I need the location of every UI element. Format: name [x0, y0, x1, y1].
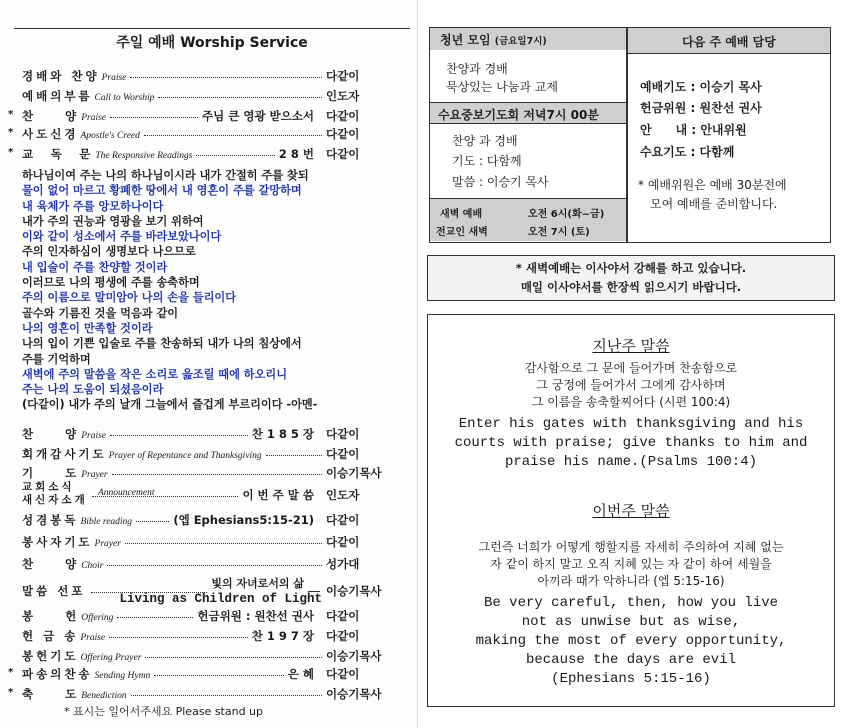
service-item [8, 108, 412, 126]
youth-header [430, 28, 626, 50]
service-item-label [22, 512, 132, 528]
last-week-english [428, 415, 834, 472]
dotted-leader [92, 496, 239, 497]
service-item-detail: 2 8 번 [278, 147, 314, 161]
duty-note: 모여 예배를 준비합니다. [650, 197, 778, 211]
service-item-english: Offering [81, 613, 114, 623]
verse-line: 그런즉 너희가 어떻게 행할지를 자세히 주의하여 지혜 없는 [478, 540, 784, 554]
service-item-label [22, 88, 154, 104]
service-item-leader: 다같이 [326, 447, 360, 461]
service-item-leader: 다같이 [326, 147, 360, 161]
service-item-detail: 주님 큰 영광 받으소서 [202, 109, 314, 123]
service-item-english: Offering Prayer [80, 653, 142, 663]
service-item [8, 686, 412, 704]
verse-line: 그 궁정에 들어가서 그에게 감사하며 [536, 378, 726, 392]
service-item-english: Praise [81, 113, 107, 123]
this-week-korean [428, 539, 834, 590]
notice-line: * 새벽예배는 이사야서 강해를 하고 있습니다. [515, 261, 747, 275]
reading-line: 새벽에 주의 말씀을 작은 소리로 읊조릴 때에 하오리니 [22, 367, 288, 381]
next-week-title: 다음 주 예배 담당 [628, 28, 830, 54]
service-item-leader: 다같이 [326, 427, 360, 441]
service-item [8, 512, 412, 530]
service-item-leader: 다같이 [326, 609, 360, 623]
service-item-detail: 찬 1 8 5 장 [251, 427, 314, 441]
stand-up-note: * 표시는 일어서주세요 Please stand up [64, 705, 264, 718]
service-item-korean: 봉 헌 [22, 609, 80, 623]
dotted-leader [117, 617, 193, 618]
service-item [8, 628, 412, 646]
dotted-leader [112, 474, 322, 475]
verse-line: not as unwise but as wise, [521, 614, 741, 630]
service-item-detail: 헌금위원 : 원찬선 권사 [197, 609, 314, 623]
stand-marker: * [8, 667, 14, 678]
worship-title: 주일 예배 Worship Service [14, 28, 410, 50]
responsive-reading [22, 168, 402, 413]
service-item-korean: 경배와 찬양 [22, 69, 100, 83]
reading-line: 주는 나의 도움이 되셨음이라 [22, 383, 164, 397]
dotted-leader [109, 637, 248, 638]
service-item-label [22, 146, 192, 162]
service-item-english: Praise [80, 633, 106, 643]
service-item-detail: 찬 1 9 7 장 [251, 629, 314, 643]
dash-leader [308, 591, 320, 592]
verse-line: 자 같이 하지 말고 오직 지혜 있는 자 같이 하여 세월을 [490, 557, 772, 571]
stand-marker: * [8, 127, 14, 138]
last-week-korean [428, 360, 834, 411]
service-item [8, 446, 412, 464]
service-item-leader: 인도자 [326, 89, 360, 103]
service-item-leader: 다같이 [326, 109, 360, 123]
dotted-leader [158, 97, 322, 98]
verse-line: (Ephesians 5:15-16) [551, 671, 711, 687]
service-item-korean: 축 도 [22, 687, 80, 701]
reading-line: 이러므로 나의 평생에 주를 송축하며 [22, 276, 200, 290]
wednesday-line: 말씀 : 이승기 목사 [452, 175, 549, 189]
dawn-label: 새벽 예배 [440, 209, 483, 220]
service-item-label [22, 108, 106, 124]
wednesday-line: 찬양 과 경배 [452, 134, 518, 148]
dawn-notice [427, 255, 835, 301]
youth-line: 묵상있는 나눔과 교제 [446, 80, 558, 94]
dawn-time: 오전 6시(화~금) [528, 209, 605, 220]
right-page [419, 0, 844, 728]
last-week-title: 지난주 말씀 [592, 337, 670, 355]
duty-note: * 예배위원은 예배 30분전에 [638, 178, 787, 192]
dawn-time: 오전 7시 (토) [528, 227, 590, 238]
service-item-korean: 파송의찬송 [22, 667, 93, 681]
wednesday-line: 기도 : 다함께 [452, 154, 522, 168]
dawn-label: 전교인 새벽 [436, 227, 488, 238]
service-item [8, 534, 412, 552]
left-page [0, 0, 418, 728]
reading-line: 내 입술이 주를 찬양할 것이라 [22, 260, 168, 274]
service-item [8, 608, 412, 626]
reading-line: 주를 기억하며 [22, 352, 91, 366]
service-item-label [22, 465, 108, 481]
service-item-label [22, 628, 105, 644]
sermon-title-english: Living as Children of Light [119, 592, 322, 606]
dotted-leader [91, 592, 207, 593]
service-item-english: Praise [81, 431, 107, 441]
service-item-korean: 기 도 [22, 466, 80, 480]
service-item-korean: 회개감사기도 [22, 447, 107, 461]
stand-marker: * [8, 687, 14, 698]
dotted-leader [131, 695, 322, 696]
youth-meeting-box [429, 27, 627, 243]
service-item-leader: 다같이 [326, 667, 360, 681]
dotted-leader [154, 675, 284, 676]
service-item-label [22, 126, 140, 142]
service-item-leader: 성가대 [326, 557, 360, 571]
youth-title-sub: (금요일7시) [494, 36, 547, 47]
reading-line: 하나님이여 주는 나의 하나님이시라 내가 간절히 주를 찾되 [22, 169, 309, 182]
stand-marker: * [8, 109, 14, 120]
service-item-korean: 새신자소개 [22, 494, 88, 506]
verse-line: Enter his gates with thanksgiving and his [458, 416, 804, 432]
service-item [8, 426, 412, 444]
service-item-label [22, 686, 127, 702]
verse-line: Be very careful, then, how you live [483, 595, 779, 611]
service-item-leader: 이승기목사 [326, 584, 382, 598]
service-item-korean: 말씀 선포 [22, 584, 86, 598]
service-item [8, 481, 412, 506]
duty-line: 헌금위원 : 원찬선 권사 [640, 101, 762, 115]
service-item [8, 666, 412, 684]
service-item [8, 146, 412, 164]
service-item-korean: 사도신경 [22, 127, 79, 141]
youth-title: 청년 모임 [440, 33, 491, 47]
notice-line: 매일 이사야서를 한장씩 읽으시기 바랍니다. [520, 280, 742, 294]
verse-line: courts with praise; give thanks to him and [454, 435, 808, 451]
service-item-english: The Responsive Readings [95, 151, 193, 161]
verse-line: making the most of every opportunity, [475, 633, 787, 649]
reading-line: 주의 이름으로 말미암아 나의 손을 들리이다 [22, 291, 237, 305]
service-item-leader: 다같이 [326, 513, 360, 527]
verse-line: praise his name.(Psalms 100:4) [504, 454, 758, 470]
service-item-label [22, 583, 87, 599]
service-item-detail: 빛의 자녀로서의 삶 [211, 577, 304, 590]
service-item-label [22, 534, 121, 550]
service-item-korean: 헌 금 송 [22, 629, 79, 643]
service-item-korean: 교 독 문 [22, 147, 94, 161]
dotted-leader [125, 543, 322, 544]
service-item [8, 556, 412, 574]
service-item-korean: 예배의부름 [22, 89, 93, 103]
service-item-korean: 찬 양 [22, 557, 80, 571]
reading-line: 물이 없어 마르고 황폐한 땅에서 내 영혼이 주를 갈망하며 [22, 184, 302, 198]
service-item-english: Benediction [81, 691, 127, 701]
service-item-detail: 은 혜 [287, 667, 314, 681]
reading-line: 주의 인자하심이 생명보다 나으므로 [22, 245, 196, 259]
service-item-english: Choir [81, 561, 104, 571]
service-item-label [22, 666, 150, 682]
service-item-english: Bible reading [80, 517, 133, 527]
service-item-korean: 성경봉독 [22, 513, 79, 527]
service-item-english: Prayer of Repentance and Thanksgiving [108, 451, 262, 461]
service-item-english: Prayer [81, 470, 108, 480]
service-item [8, 68, 412, 86]
duty-line: 안 내 : 안내위원 [640, 123, 747, 137]
service-item-english: Call to Worship [94, 93, 155, 103]
reading-line: 내 육체가 주를 앙모하나이다 [22, 199, 164, 213]
duty-line: 수요기도 : 다함께 [640, 145, 735, 159]
service-item-label [22, 426, 106, 442]
dotted-leader [145, 657, 322, 658]
verse-box [427, 314, 835, 707]
service-item-label [22, 68, 126, 84]
service-item-label [22, 556, 103, 572]
reading-line: 골수와 기름진 것을 먹음과 같이 [22, 306, 179, 320]
service-item-leader: 이승기목사 [326, 687, 382, 701]
verse-line: 아끼라 때가 악하니라 (엡 5:15-16) [537, 574, 725, 588]
service-item-detail: (엡 Ephesians5:15-21) [173, 513, 314, 527]
stand-marker: * [8, 147, 14, 158]
service-item [8, 88, 412, 106]
verse-line: 감사함으로 그 문에 들어가며 찬송함으로 [524, 361, 738, 375]
service-item [8, 577, 412, 606]
service-item-label [22, 481, 155, 507]
wednesday-header: 수요중보기도회 저녁7시 00분 [430, 102, 626, 124]
dotted-leader [130, 77, 322, 78]
service-item-english: Sending Hymn [94, 671, 151, 681]
reading-line: 나의 입이 기쁜 입술로 주를 찬송하되 내가 나의 침상에서 [22, 337, 302, 351]
service-item-leader: 인도자 [326, 488, 360, 502]
service-item-leader: 다같이 [326, 629, 360, 643]
dotted-leader [136, 521, 169, 522]
service-item-english: Prayer [94, 539, 121, 549]
this-week-title: 이번주 말씀 [592, 502, 670, 520]
service-item-korean: 찬 양 [22, 109, 80, 123]
dotted-leader [144, 135, 322, 136]
service-item-korean: 봉사자기도 [22, 535, 93, 549]
service-item-label [22, 648, 141, 664]
dotted-leader [266, 455, 322, 456]
service-item-korean: 찬 양 [22, 427, 80, 441]
reading-line: 내가 주의 권능과 영광을 보기 위하여 [22, 214, 204, 228]
service-item [8, 126, 412, 144]
dotted-leader [107, 565, 322, 566]
service-item-leader: 이승기목사 [326, 466, 382, 480]
service-item-leader: 다같이 [326, 69, 360, 83]
verse-line: 그 이름을 송축할찌어다 (시편 100:4) [531, 395, 731, 409]
service-item-english: Announcement [98, 488, 155, 498]
service-item-english: Praise [101, 73, 127, 83]
service-item-detail: 이 번 주 말 씀 [242, 488, 314, 502]
dotted-leader [110, 117, 198, 118]
youth-line: 찬양과 경배 [446, 62, 508, 76]
duty-line: 예배기도 : 이승기 목사 [640, 80, 762, 94]
dotted-leader [196, 155, 274, 156]
verse-line: because the days are evil [525, 652, 737, 668]
service-item-korean: 교회소식 [22, 481, 75, 493]
next-week-box [627, 27, 831, 243]
reading-line: 나의 영혼이 만족할 것이라 [22, 321, 153, 335]
this-week-english [428, 594, 834, 689]
reading-line: 이와 같이 성소에서 주를 바라보았나이다 [22, 230, 222, 244]
service-item-leader: 다같이 [326, 535, 360, 549]
service-item-label [22, 608, 113, 624]
service-item-korean: 봉헌기도 [22, 649, 79, 663]
service-item-leader: 다같이 [326, 127, 360, 141]
service-item-leader: 이승기목사 [326, 649, 382, 663]
reading-line: (다같이) 내가 주의 날개 그늘에서 즐겁게 부르리이다 -아멘- [22, 398, 318, 412]
dotted-leader [110, 435, 248, 436]
service-item [8, 648, 412, 666]
service-item-english: Apostle's Creed [80, 131, 140, 141]
dawn-schedule [430, 198, 626, 241]
service-item-label [22, 446, 262, 462]
